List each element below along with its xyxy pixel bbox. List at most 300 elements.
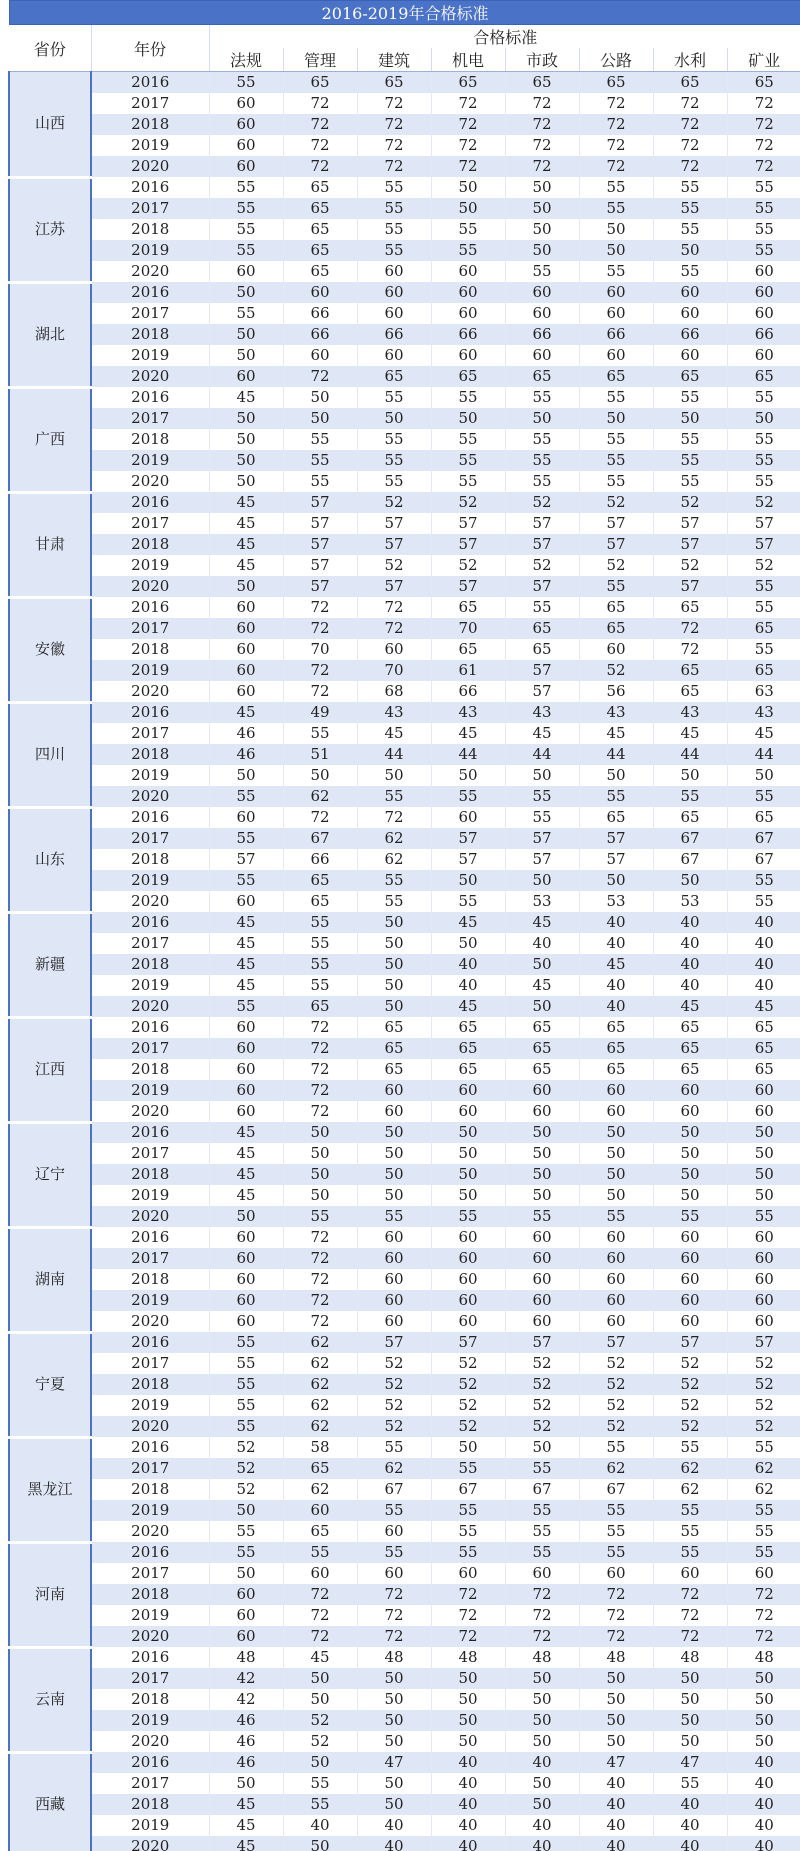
score-cell: 60: [727, 1248, 800, 1269]
score-cell: 72: [579, 93, 653, 114]
score-cell: 55: [505, 450, 579, 471]
score-cell: 55: [727, 1542, 800, 1563]
score-cell: 65: [727, 807, 800, 828]
score-cell: 50: [579, 1668, 653, 1689]
score-cell: 50: [579, 1710, 653, 1731]
score-cell: 55: [727, 870, 800, 891]
table-row: [9, 1542, 800, 1563]
score-cell: 50: [727, 1122, 800, 1143]
table-row: [9, 954, 800, 975]
score-cell: 57: [727, 1332, 800, 1353]
province-cell: 甘肃: [9, 492, 91, 597]
table-row: [9, 1521, 800, 1542]
year-cell: 2016: [91, 807, 209, 828]
score-cell: 57: [505, 660, 579, 681]
score-cell: 50: [579, 219, 653, 240]
score-cell: 66: [505, 324, 579, 345]
score-cell: 65: [431, 597, 505, 618]
score-cell: 72: [283, 156, 357, 177]
score-cell: 44: [505, 744, 579, 765]
score-cell: 55: [357, 240, 431, 261]
table-row: [9, 1122, 800, 1143]
score-cell: 65: [283, 72, 357, 94]
score-cell: 55: [431, 1206, 505, 1227]
score-cell: 52: [727, 555, 800, 576]
score-cell: 72: [283, 597, 357, 618]
score-cell: 47: [357, 1752, 431, 1773]
score-cell: 55: [505, 261, 579, 282]
score-cell: 60: [357, 639, 431, 660]
score-cell: 50: [505, 954, 579, 975]
score-cell: 65: [653, 681, 727, 702]
score-cell: 55: [209, 996, 283, 1017]
score-cell: 62: [283, 1479, 357, 1500]
table-row: [9, 240, 800, 261]
score-cell: 72: [653, 639, 727, 660]
score-cell: 60: [209, 639, 283, 660]
score-cell: 43: [357, 702, 431, 723]
year-cell: 2016: [91, 1227, 209, 1248]
year-cell: 2019: [91, 870, 209, 891]
score-cell: 72: [431, 93, 505, 114]
year-cell: 2020: [91, 786, 209, 807]
score-cell: 52: [209, 1458, 283, 1479]
table-row: [9, 1332, 800, 1353]
score-cell: 46: [209, 744, 283, 765]
score-cell: 60: [579, 345, 653, 366]
score-cell: 48: [579, 1647, 653, 1668]
score-cell: 52: [579, 555, 653, 576]
score-cell: 60: [209, 1038, 283, 1059]
score-cell: 55: [357, 1437, 431, 1458]
year-cell: 2018: [91, 429, 209, 450]
score-cell: 60: [209, 807, 283, 828]
score-cell: 50: [357, 1143, 431, 1164]
score-cell: 43: [505, 702, 579, 723]
score-cell: 55: [431, 387, 505, 408]
score-cell: 72: [357, 93, 431, 114]
score-cell: 55: [431, 240, 505, 261]
score-cell: 55: [727, 387, 800, 408]
score-cell: 50: [653, 1689, 727, 1710]
score-cell: 50: [283, 1689, 357, 1710]
score-cell: 57: [505, 828, 579, 849]
score-cell: 72: [431, 1605, 505, 1626]
score-cell: 60: [209, 1080, 283, 1101]
score-cell: 50: [505, 1164, 579, 1185]
score-cell: 52: [505, 1353, 579, 1374]
year-cell: 2019: [91, 1500, 209, 1521]
year-header: 年份: [91, 25, 209, 72]
score-cell: 57: [579, 828, 653, 849]
score-cell: 55: [653, 1542, 727, 1563]
score-cell: 55: [283, 912, 357, 933]
score-cell: 52: [579, 1416, 653, 1437]
score-cell: 57: [653, 513, 727, 534]
table-row: [9, 639, 800, 660]
score-cell: 50: [505, 996, 579, 1017]
score-cell: 50: [431, 1689, 505, 1710]
year-cell: 2019: [91, 975, 209, 996]
score-cell: 55: [727, 177, 800, 198]
table-row: [9, 1647, 800, 1668]
score-cell: 50: [505, 1710, 579, 1731]
score-cell: 55: [727, 891, 800, 912]
score-cell: 55: [653, 471, 727, 492]
table-row: [9, 597, 800, 618]
score-cell: 60: [209, 156, 283, 177]
province-cell: 山东: [9, 807, 91, 912]
table-row: [9, 1710, 800, 1731]
score-cell: 65: [283, 1521, 357, 1542]
score-cell: 55: [357, 219, 431, 240]
score-cell: 60: [357, 1080, 431, 1101]
year-cell: 2018: [91, 1374, 209, 1395]
score-cell: 45: [505, 912, 579, 933]
year-cell: 2017: [91, 723, 209, 744]
score-cell: 46: [209, 1710, 283, 1731]
score-cell: 57: [431, 849, 505, 870]
score-cell: 50: [653, 765, 727, 786]
score-cell: 55: [727, 219, 800, 240]
score-cell: 62: [283, 1374, 357, 1395]
score-cell: 52: [505, 1374, 579, 1395]
score-cell: 72: [579, 1584, 653, 1605]
score-cell: 55: [653, 1500, 727, 1521]
score-cell: 45: [209, 933, 283, 954]
score-cell: 50: [357, 1185, 431, 1206]
score-cell: 67: [505, 1479, 579, 1500]
score-cell: 52: [357, 555, 431, 576]
score-cell: 66: [283, 303, 357, 324]
year-cell: 2017: [91, 933, 209, 954]
table-row: [9, 324, 800, 345]
score-cell: 55: [431, 471, 505, 492]
score-cell: 50: [431, 1164, 505, 1185]
score-cell: 60: [727, 1227, 800, 1248]
score-cell: 65: [579, 366, 653, 387]
score-cell: 40: [579, 996, 653, 1017]
score-cell: 50: [431, 177, 505, 198]
table-row: [9, 576, 800, 597]
score-cell: 55: [357, 786, 431, 807]
score-cell: 60: [209, 1605, 283, 1626]
score-cell: 60: [209, 366, 283, 387]
score-cell: 50: [727, 1668, 800, 1689]
score-cell: 50: [505, 1143, 579, 1164]
score-cell: 50: [653, 408, 727, 429]
score-cell: 52: [431, 1416, 505, 1437]
score-cell: 50: [283, 1668, 357, 1689]
score-cell: 55: [727, 471, 800, 492]
score-cell: 60: [209, 1626, 283, 1647]
score-cell: 52: [283, 1710, 357, 1731]
score-cell: 60: [209, 1311, 283, 1332]
table-row: [9, 387, 800, 408]
score-cell: 55: [357, 429, 431, 450]
score-cell: 40: [727, 933, 800, 954]
score-cell: 65: [357, 1017, 431, 1038]
score-cell: 50: [357, 1710, 431, 1731]
score-cell: 60: [727, 1311, 800, 1332]
score-cell: 65: [579, 72, 653, 94]
score-cell: 60: [209, 93, 283, 114]
score-cell: 60: [653, 1248, 727, 1269]
score-cell: 48: [357, 1647, 431, 1668]
score-cell: 45: [727, 996, 800, 1017]
score-cell: 72: [283, 1248, 357, 1269]
score-cell: 60: [653, 1290, 727, 1311]
score-cell: 50: [357, 1668, 431, 1689]
score-cell: 60: [727, 345, 800, 366]
score-cell: 55: [579, 1521, 653, 1542]
score-cell: 50: [505, 177, 579, 198]
score-cell: 60: [727, 1269, 800, 1290]
score-cell: 52: [579, 660, 653, 681]
score-cell: 50: [727, 1710, 800, 1731]
standard-group-header: 合格标准: [209, 25, 800, 49]
score-cell: 50: [209, 408, 283, 429]
score-cell: 72: [505, 156, 579, 177]
score-cell: 57: [653, 1332, 727, 1353]
score-cell: 65: [505, 366, 579, 387]
score-cell: 50: [209, 450, 283, 471]
score-cell: 65: [653, 597, 727, 618]
score-cell: 65: [283, 177, 357, 198]
subject-header: 建筑: [357, 48, 431, 72]
score-cell: 72: [505, 1626, 579, 1647]
score-cell: 72: [283, 1584, 357, 1605]
score-cell: 55: [505, 786, 579, 807]
score-cell: 66: [653, 324, 727, 345]
score-cell: 50: [431, 1143, 505, 1164]
score-cell: 52: [431, 492, 505, 513]
score-cell: 55: [357, 471, 431, 492]
score-cell: 40: [579, 1794, 653, 1815]
score-cell: 52: [727, 1416, 800, 1437]
score-cell: 60: [653, 303, 727, 324]
score-cell: 60: [579, 303, 653, 324]
year-cell: 2019: [91, 1605, 209, 1626]
province-cell: 黑龙江: [9, 1437, 91, 1542]
score-cell: 50: [431, 408, 505, 429]
score-cell: 55: [579, 261, 653, 282]
year-cell: 2020: [91, 261, 209, 282]
score-cell: 50: [727, 1164, 800, 1185]
year-cell: 2020: [91, 1416, 209, 1437]
score-cell: 72: [653, 1626, 727, 1647]
score-cell: 47: [653, 1752, 727, 1773]
score-cell: 55: [653, 198, 727, 219]
score-cell: 52: [653, 492, 727, 513]
score-cell: 52: [431, 1374, 505, 1395]
score-cell: 72: [283, 135, 357, 156]
year-cell: 2016: [91, 1332, 209, 1353]
score-cell: 55: [431, 1500, 505, 1521]
score-cell: 52: [505, 555, 579, 576]
score-cell: 60: [505, 1311, 579, 1332]
score-cell: 55: [505, 387, 579, 408]
score-cell: 55: [653, 1206, 727, 1227]
score-cell: 72: [505, 93, 579, 114]
table-row: [9, 93, 800, 114]
score-cell: 52: [357, 1416, 431, 1437]
score-cell: 57: [283, 492, 357, 513]
score-cell: 60: [727, 282, 800, 303]
score-cell: 52: [727, 1353, 800, 1374]
score-cell: 40: [727, 912, 800, 933]
year-cell: 2016: [91, 387, 209, 408]
score-cell: 43: [579, 702, 653, 723]
score-cell: 60: [283, 1563, 357, 1584]
score-cell: 50: [283, 1752, 357, 1773]
score-cell: 60: [727, 1563, 800, 1584]
score-cell: 55: [209, 1332, 283, 1353]
score-cell: 65: [283, 198, 357, 219]
score-cell: 57: [357, 1332, 431, 1353]
score-cell: 72: [727, 1605, 800, 1626]
score-cell: 50: [727, 765, 800, 786]
score-cell: 72: [357, 1605, 431, 1626]
score-cell: 50: [357, 1773, 431, 1794]
score-cell: 45: [579, 723, 653, 744]
score-cell: 72: [283, 807, 357, 828]
score-cell: 52: [357, 492, 431, 513]
score-cell: 46: [209, 1752, 283, 1773]
score-cell: 50: [653, 1710, 727, 1731]
score-cell: 65: [579, 597, 653, 618]
score-cell: 52: [727, 1374, 800, 1395]
table-row: [9, 1458, 800, 1479]
score-cell: 60: [579, 639, 653, 660]
score-cell: 55: [357, 1206, 431, 1227]
score-cell: 60: [209, 1248, 283, 1269]
score-cell: 55: [579, 1500, 653, 1521]
score-cell: 60: [209, 1059, 283, 1080]
score-cell: 40: [579, 1815, 653, 1836]
score-cell: 50: [653, 1185, 727, 1206]
score-cell: 55: [579, 471, 653, 492]
score-cell: 55: [357, 198, 431, 219]
score-cell: 45: [579, 954, 653, 975]
score-cell: 65: [283, 1458, 357, 1479]
score-cell: 40: [653, 933, 727, 954]
score-cell: 40: [431, 954, 505, 975]
table-row: [9, 366, 800, 387]
score-cell: 45: [727, 723, 800, 744]
score-cell: 55: [727, 786, 800, 807]
score-cell: 50: [209, 1773, 283, 1794]
score-cell: 55: [283, 1206, 357, 1227]
score-cell: 72: [431, 135, 505, 156]
year-cell: 2018: [91, 1059, 209, 1080]
table-row: [9, 1185, 800, 1206]
score-cell: 57: [283, 555, 357, 576]
year-cell: 2019: [91, 1185, 209, 1206]
score-cell: 50: [653, 870, 727, 891]
score-cell: 50: [579, 1185, 653, 1206]
score-cell: 65: [283, 870, 357, 891]
score-cell: 52: [357, 1353, 431, 1374]
score-cell: 55: [505, 597, 579, 618]
score-cell: 50: [283, 1143, 357, 1164]
score-cell: 50: [357, 912, 431, 933]
score-cell: 45: [209, 387, 283, 408]
score-cell: 60: [431, 261, 505, 282]
score-cell: 60: [209, 135, 283, 156]
score-cell: 55: [209, 828, 283, 849]
score-cell: 65: [505, 639, 579, 660]
year-cell: 2020: [91, 471, 209, 492]
score-cell: 45: [283, 1647, 357, 1668]
score-cell: 50: [357, 954, 431, 975]
score-cell: 60: [431, 807, 505, 828]
year-cell: 2016: [91, 282, 209, 303]
score-cell: 50: [209, 1500, 283, 1521]
year-cell: 2018: [91, 324, 209, 345]
score-cell: 53: [579, 891, 653, 912]
score-cell: 55: [283, 975, 357, 996]
year-cell: 2017: [91, 1143, 209, 1164]
score-cell: 50: [505, 1773, 579, 1794]
score-cell: 50: [579, 240, 653, 261]
score-cell: 50: [727, 1185, 800, 1206]
score-cell: 55: [727, 1500, 800, 1521]
score-cell: 60: [653, 282, 727, 303]
score-cell: 72: [653, 1605, 727, 1626]
score-cell: 66: [431, 324, 505, 345]
score-cell: 60: [431, 1269, 505, 1290]
score-cell: 72: [579, 1626, 653, 1647]
score-cell: 50: [431, 1668, 505, 1689]
year-cell: 2017: [91, 198, 209, 219]
year-cell: 2017: [91, 1353, 209, 1374]
score-cell: 60: [653, 1563, 727, 1584]
score-cell: 57: [653, 534, 727, 555]
table-row: [9, 1080, 800, 1101]
score-cell: 57: [727, 534, 800, 555]
score-cell: 55: [209, 177, 283, 198]
score-cell: 45: [209, 492, 283, 513]
province-cell: 辽宁: [9, 1122, 91, 1227]
score-cell: 60: [209, 660, 283, 681]
score-cell: 51: [283, 744, 357, 765]
score-cell: 52: [209, 1479, 283, 1500]
score-cell: 45: [209, 1794, 283, 1815]
score-cell: 57: [579, 513, 653, 534]
score-cell: 60: [431, 1563, 505, 1584]
score-cell: 50: [653, 1668, 727, 1689]
score-cell: 45: [209, 1185, 283, 1206]
score-cell: 57: [579, 534, 653, 555]
score-cell: 60: [653, 1101, 727, 1122]
score-cell: 72: [357, 156, 431, 177]
score-cell: 57: [579, 1332, 653, 1353]
score-cell: 40: [505, 1752, 579, 1773]
score-cell: 55: [505, 1521, 579, 1542]
score-cell: 45: [431, 912, 505, 933]
score-cell: 65: [283, 996, 357, 1017]
score-cell: 55: [505, 1458, 579, 1479]
year-cell: 2019: [91, 1080, 209, 1101]
score-cell: 52: [505, 1416, 579, 1437]
score-cell: 72: [283, 1227, 357, 1248]
table-row: [9, 1584, 800, 1605]
score-cell: 57: [431, 1332, 505, 1353]
score-cell: 65: [653, 660, 727, 681]
score-cell: 55: [209, 786, 283, 807]
score-cell: 55: [579, 1542, 653, 1563]
